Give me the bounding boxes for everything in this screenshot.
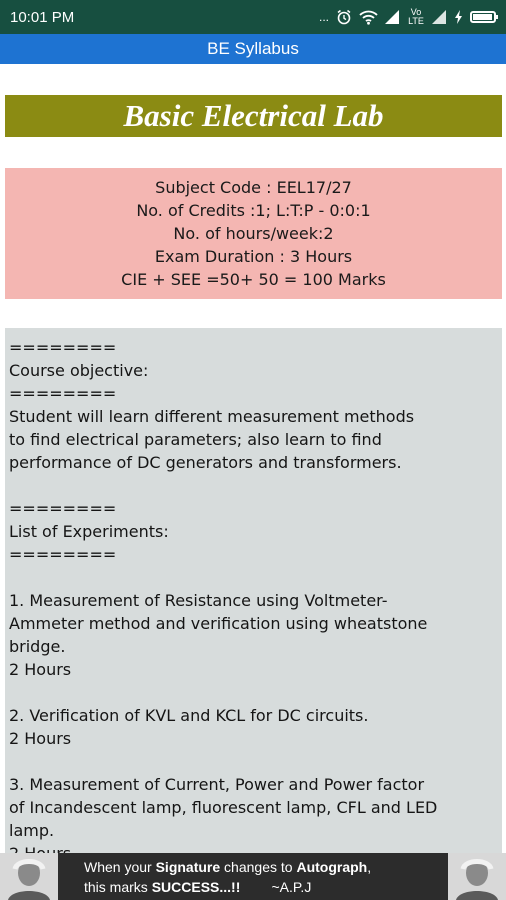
- signal-icon: [385, 10, 400, 24]
- subject-title-banner: [5, 95, 502, 137]
- content-line: 3. Measurement of Current, Power and Power factor: [9, 775, 425, 794]
- content-line: [9, 681, 498, 704]
- status-time: 10:01 PM: [10, 8, 75, 26]
- status-icons: [319, 8, 496, 26]
- charging-icon: [454, 10, 463, 24]
- content-line: Course objective:: [9, 361, 149, 380]
- ad-line-1: When your Signature changes to Autograph,: [84, 858, 372, 875]
- ad-line-2: this marks SUCCESS...!! ~A.P.J: [84, 878, 312, 895]
- signal-icon-secondary: [432, 10, 447, 24]
- content-line: 2 Hours: [9, 729, 72, 748]
- apj-portrait-right: [448, 853, 506, 900]
- content-line: to find electrical parameters; also learn to find: [9, 430, 382, 449]
- notification-dots-icon: ...: [318, 10, 329, 24]
- content-line: List of Experiments:: [9, 522, 169, 541]
- content-line: bridge.: [9, 637, 66, 656]
- exam-duration: Exam Duration : 3 Hours: [154, 246, 353, 266]
- syllabus-content[interactable]: [5, 328, 502, 853]
- hours-per-week: No. of hours/week:2: [173, 223, 334, 243]
- content-line: lamp.: [9, 821, 55, 840]
- portrait-icon: [448, 853, 506, 900]
- portrait-icon: [0, 853, 58, 900]
- status-bar: [0, 0, 506, 34]
- battery-icon: [470, 11, 496, 23]
- apj-portrait-left: [0, 853, 58, 900]
- subject-info-box: [5, 168, 502, 299]
- app-bar: [0, 34, 506, 64]
- marks-info: CIE + SEE =50+ 50 = 100 Marks: [121, 269, 386, 289]
- subject-title: Basic Electrical Lab: [123, 98, 384, 133]
- content-line: [9, 750, 498, 773]
- content-line: 1. Measurement of Resistance using Voltmeter-: [9, 591, 388, 610]
- content-line: performance of DC generators and transformers.: [9, 453, 402, 472]
- content-line: ========: [9, 384, 117, 403]
- content-line: 2. Verification of KVL and KCL for DC circuits.: [9, 706, 369, 725]
- content-line: [9, 474, 498, 497]
- subject-code: Subject Code : EEL17/27: [155, 177, 352, 197]
- volte-label: Vo LTE: [408, 7, 424, 26]
- content-line: ========: [9, 338, 117, 357]
- content-line: ========: [9, 545, 117, 564]
- content-line: of Incandescent lamp, fluorescent lamp, CFL and LED: [9, 798, 438, 817]
- content-line: Ammeter method and verification using wheatstone: [9, 614, 428, 633]
- ad-banner[interactable]: [0, 853, 506, 900]
- content-line: 2 Hours: [9, 660, 72, 679]
- wifi-icon: [359, 10, 378, 25]
- ad-quote: [58, 857, 448, 897]
- content-line: Student will learn different measurement methods: [9, 407, 415, 426]
- credits-info: No. of Credits :1; L:T:P - 0:0:1: [136, 200, 371, 220]
- app-title: BE Syllabus: [207, 39, 299, 58]
- content-line: ========: [9, 499, 117, 518]
- content-line: [9, 566, 498, 589]
- alarm-clock-icon: [336, 9, 352, 25]
